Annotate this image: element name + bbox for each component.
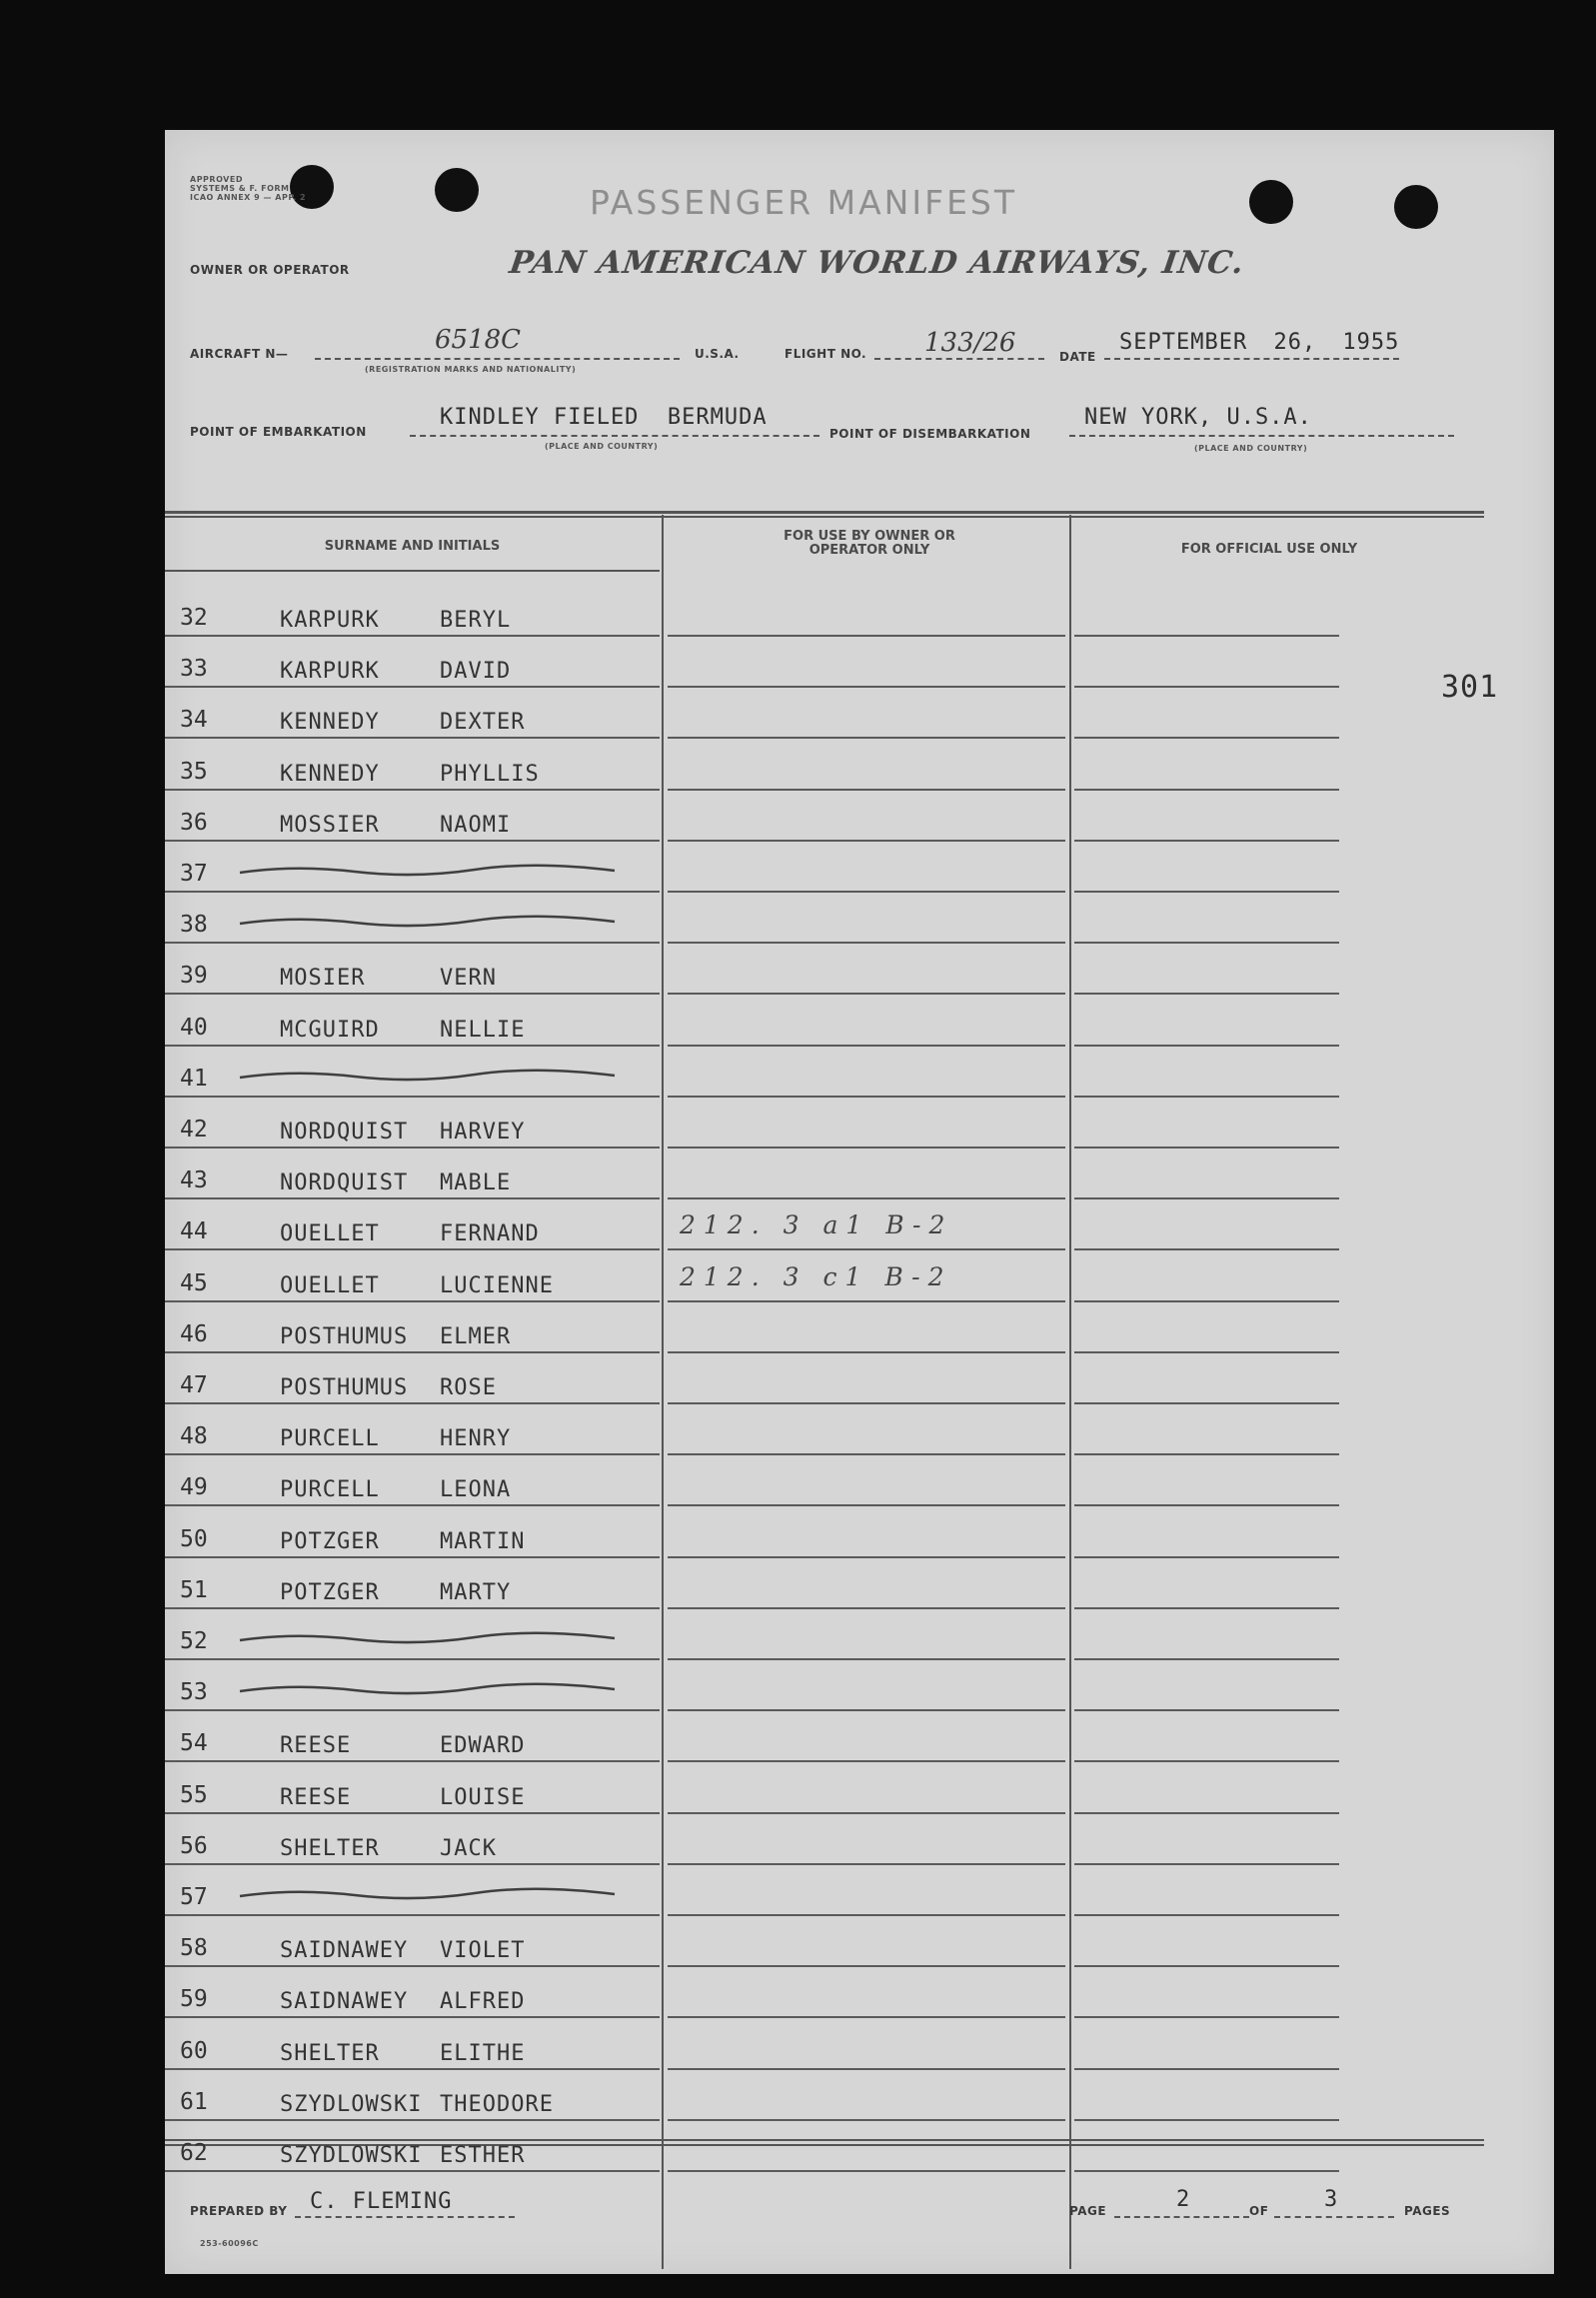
flight-label: FLIGHT NO.	[785, 347, 867, 361]
passenger-surname: POTZGER	[280, 1528, 380, 1554]
passenger-row	[180, 1403, 580, 1453]
table-top-border	[165, 516, 1484, 518]
passenger-given-name: ROSE	[440, 1375, 497, 1400]
passenger-given-name: VERN	[440, 966, 497, 992]
owner-column-rule	[668, 1197, 1065, 1199]
passenger-surname: OUELLET	[280, 1221, 380, 1247]
col-header-owner: FOR USE BY OWNER OR OPERATOR ONLY	[784, 529, 955, 558]
passenger-row	[180, 1710, 580, 1760]
strike-line	[240, 866, 615, 875]
official-column-rule	[1074, 840, 1339, 842]
passenger-surname: POSTHUMUS	[280, 1375, 409, 1400]
owner-column-rule	[668, 1914, 1065, 1916]
usa-label: U.S.A.	[695, 347, 740, 361]
owner-column-rule	[668, 942, 1065, 944]
date-underline	[1104, 358, 1399, 360]
date-label: DATE	[1059, 350, 1096, 364]
date-value: SEPTEMBER 26, 1955	[1119, 330, 1400, 355]
passenger-given-name: ELITHE	[440, 2040, 526, 2066]
row-number: 47	[180, 1372, 208, 1398]
passenger-given-name: LUCIENNE	[440, 1272, 554, 1298]
owner-column-rule	[668, 686, 1065, 688]
owner-note: 212. 3 c1 B-2	[680, 1261, 952, 1291]
row-number: 42	[180, 1117, 208, 1143]
pages-label: PAGES	[1404, 2204, 1451, 2218]
row-number: 56	[180, 1832, 208, 1859]
row-number: 61	[180, 2088, 208, 2115]
passenger-surname: SHELTER	[280, 2040, 380, 2066]
owner-column-rule	[668, 1556, 1065, 1558]
owner-column-rule	[668, 2016, 1065, 2018]
form-code: 253-60096C	[200, 2239, 259, 2248]
owner-column-rule	[668, 1096, 1065, 1098]
owner-note: 212. 3 a1 B-2	[680, 1210, 953, 1240]
aircraft-label: AIRCRAFT N—	[190, 347, 289, 361]
passenger-surname: MOSIER	[280, 966, 366, 992]
passenger-surname: REESE	[280, 1733, 352, 1759]
row-number: 33	[180, 656, 208, 683]
official-column-rule	[1074, 1658, 1339, 1660]
row-number: 35	[180, 758, 208, 785]
passenger-surname: PURCELL	[280, 1477, 380, 1503]
owner-column-rule	[668, 1300, 1065, 1302]
passenger-row	[180, 943, 580, 993]
owner-column-rule	[668, 1709, 1065, 1711]
passenger-given-name: HARVEY	[440, 1120, 526, 1145]
passenger-given-name: PHYLLIS	[440, 761, 540, 787]
col-header-surname: SURNAME AND INITIALS	[324, 539, 501, 554]
passenger-surname: KENNEDY	[280, 710, 380, 736]
passenger-surname: KARPURK	[280, 659, 380, 685]
passenger-given-name: HENRY	[440, 1426, 512, 1452]
row-number: 39	[180, 963, 208, 990]
passenger-row	[180, 1198, 580, 1248]
disembark-label: POINT OF DISEMBARKATION	[829, 427, 1031, 441]
official-column-rule	[1074, 1760, 1339, 1762]
official-column-rule	[1074, 1096, 1339, 1098]
owner-column-rule	[668, 1147, 1065, 1149]
official-column-rule	[1074, 2016, 1339, 2018]
approval-line: APPROVED	[190, 175, 243, 184]
punch-hole	[435, 168, 479, 212]
passenger-row	[180, 1966, 580, 2016]
owner-column-rule	[668, 1760, 1065, 1762]
passenger-given-name: ALFRED	[440, 1989, 526, 2015]
passenger-given-name: DAVID	[440, 659, 512, 685]
approval-line: SYSTEMS & F. FORM	[190, 184, 290, 193]
punch-hole	[1249, 180, 1293, 224]
passenger-row	[180, 1250, 580, 1300]
passenger-row	[180, 1762, 580, 1812]
table-top-border	[165, 511, 1484, 514]
passenger-row	[180, 1352, 580, 1402]
passenger-row	[180, 2120, 580, 2170]
official-column-rule	[1074, 1402, 1339, 1404]
passenger-surname: SAIDNAWEY	[280, 1938, 409, 1964]
flight-underline	[874, 358, 1044, 360]
passenger-given-name: LEONA	[440, 1477, 512, 1503]
passenger-surname: KARPURK	[280, 608, 380, 633]
passenger-row	[180, 2018, 580, 2068]
page-value: 2	[1176, 2187, 1191, 2212]
owner-column-rule	[668, 993, 1065, 995]
official-column-rule	[1074, 891, 1339, 893]
passenger-surname: MCGUIRD	[280, 1017, 380, 1043]
passenger-row	[180, 1506, 580, 1556]
passenger-row	[180, 1454, 580, 1504]
row-number: 50	[180, 1525, 208, 1552]
passenger-given-name: LOUISE	[440, 1784, 526, 1810]
official-column-rule	[1074, 1607, 1339, 1609]
official-column-rule	[1074, 1045, 1339, 1047]
official-column-rule	[1074, 1709, 1339, 1711]
of-underline	[1274, 2216, 1394, 2218]
passenger-row	[180, 1813, 580, 1863]
official-column-rule	[1074, 1351, 1339, 1353]
approval-line: ICAO ANNEX 9 — APP. 2	[190, 193, 307, 202]
passenger-surname: NORDQUIST	[280, 1120, 409, 1145]
passenger-given-name: THEODORE	[440, 2091, 554, 2117]
owner-column-rule	[668, 2068, 1065, 2070]
disembark-underline	[1069, 435, 1454, 437]
row-number: 37	[180, 861, 208, 887]
passenger-given-name: VIOLET	[440, 1938, 526, 1964]
strike-line	[240, 1889, 615, 1898]
row-number: 62	[180, 2140, 208, 2166]
passenger-given-name: DEXTER	[440, 710, 526, 736]
official-column-rule	[1074, 1556, 1339, 1558]
row-number: 43	[180, 1167, 208, 1194]
owner-column-rule	[668, 1045, 1065, 1047]
row-number: 58	[180, 1935, 208, 1962]
official-column-rule	[1074, 1504, 1339, 1506]
aircraft-sub: (REGISTRATION MARKS AND NATIONALITY)	[365, 365, 577, 374]
passenger-row	[180, 790, 580, 840]
passenger-surname: SAIDNAWEY	[280, 1989, 409, 2015]
prepared-value: C. FLEMING	[310, 2189, 453, 2214]
passenger-surname: REESE	[280, 1784, 352, 1810]
passenger-given-name: BERYL	[440, 608, 512, 633]
owner-column-rule	[668, 1248, 1065, 1250]
aircraft-value: 6518C	[435, 325, 522, 355]
owner-column-rule	[668, 1863, 1065, 1865]
official-column-rule	[1074, 635, 1339, 637]
row-number: 46	[180, 1320, 208, 1347]
passenger-row	[180, 2069, 580, 2119]
owner-column-rule	[668, 891, 1065, 893]
passenger-given-name: ESTHER	[440, 2143, 526, 2168]
strikethrough-mark	[235, 1882, 635, 1906]
official-column-rule	[1074, 2119, 1339, 2121]
passenger-surname: MOSSIER	[280, 812, 380, 838]
official-column-rule	[1074, 1147, 1339, 1149]
passenger-given-name: NAOMI	[440, 812, 512, 838]
owner-column-rule	[668, 1812, 1065, 1814]
strikethrough-mark	[235, 859, 635, 883]
owner-column-rule	[668, 635, 1065, 637]
passenger-given-name: NELLIE	[440, 1017, 526, 1043]
passenger-surname: NORDQUIST	[280, 1170, 409, 1196]
row-number: 34	[180, 707, 208, 734]
official-column-rule	[1074, 1863, 1339, 1865]
owner-column-rule	[668, 1351, 1065, 1353]
prepared-underline	[295, 2216, 515, 2218]
embark-value: KINDLEY FIELED BERMUDA	[440, 405, 768, 430]
passenger-row	[180, 636, 580, 686]
passenger-row	[180, 1046, 580, 1096]
passenger-surname: POSTHUMUS	[280, 1323, 409, 1349]
strikethrough-mark	[235, 910, 635, 934]
official-column-rule	[1074, 942, 1339, 944]
official-column-rule	[1074, 737, 1339, 739]
passenger-row	[180, 1097, 580, 1147]
row-number: 44	[180, 1218, 208, 1245]
strikethrough-mark	[235, 1677, 635, 1701]
of-label: OF	[1249, 2204, 1269, 2218]
aircraft-underline	[315, 358, 680, 360]
row-number: 59	[180, 1986, 208, 2013]
official-column-rule	[1074, 789, 1339, 791]
disembark-value: NEW YORK, U.S.A.	[1084, 405, 1312, 430]
owner-column-rule	[668, 1453, 1065, 1455]
passenger-row	[180, 841, 580, 891]
col-header-official: FOR OFFICIAL USE ONLY	[1180, 542, 1358, 557]
passenger-row	[180, 1915, 580, 1965]
row-number: 48	[180, 1423, 208, 1450]
row-number: 45	[180, 1269, 208, 1296]
passenger-given-name: MARTY	[440, 1579, 512, 1605]
row-number: 32	[180, 605, 208, 631]
official-column-rule	[1074, 1453, 1339, 1455]
official-column-rule	[1074, 1914, 1339, 1916]
passenger-surname: OUELLET	[280, 1272, 380, 1298]
passenger-surname: KENNEDY	[280, 761, 380, 787]
owner-label: OWNER OR OPERATOR	[190, 263, 350, 277]
row-number: 54	[180, 1730, 208, 1757]
row-rule	[165, 2170, 660, 2172]
owner-column-rule	[668, 2170, 1065, 2172]
passenger-given-name: JACK	[440, 1835, 497, 1861]
passenger-surname: SHELTER	[280, 1835, 380, 1861]
passenger-row	[180, 687, 580, 737]
strike-line	[240, 1684, 615, 1693]
passenger-surname: POTZGER	[280, 1579, 380, 1605]
embark-label: POINT OF EMBARKATION	[190, 425, 367, 439]
passenger-given-name: FERNAND	[440, 1221, 540, 1247]
manifest-sheet	[165, 130, 1554, 2274]
row-number: 36	[180, 809, 208, 836]
passenger-given-name: MABLE	[440, 1170, 512, 1196]
passenger-row	[180, 1864, 580, 1914]
owner-column-rule	[668, 2119, 1065, 2121]
owner-column-rule	[668, 1504, 1065, 1506]
column-divider	[662, 515, 664, 2269]
passenger-row	[180, 1608, 580, 1658]
passenger-row	[180, 585, 580, 635]
row-number: 38	[180, 912, 208, 939]
passenger-surname: SZYDLOWSKI	[280, 2143, 423, 2168]
page-underline	[1114, 2216, 1249, 2218]
official-column-rule	[1074, 2170, 1339, 2172]
official-column-rule	[1074, 1965, 1339, 1967]
strike-line	[240, 1633, 615, 1642]
passenger-row	[180, 1301, 580, 1351]
owner-column-rule	[668, 737, 1065, 739]
row-number: 49	[180, 1474, 208, 1501]
airline-name: PAN AMERICAN WORLD AIRWAYS, INC.	[507, 245, 1247, 281]
owner-column-rule	[668, 1402, 1065, 1404]
passenger-row	[180, 892, 580, 942]
official-column-rule	[1074, 1248, 1339, 1250]
owner-column-rule	[668, 1658, 1065, 1660]
embark-sub: (PLACE AND COUNTRY)	[545, 442, 659, 451]
row-number: 41	[180, 1065, 208, 1092]
page-label: PAGE	[1069, 2204, 1107, 2218]
passenger-surname: PURCELL	[280, 1426, 380, 1452]
official-column-rule	[1074, 2068, 1339, 2070]
stamp-number: 301	[1441, 670, 1499, 705]
header-rule	[165, 570, 660, 572]
row-number: 40	[180, 1014, 208, 1041]
row-number: 55	[180, 1781, 208, 1808]
embark-underline	[410, 435, 819, 437]
approval-note	[190, 175, 310, 202]
row-number: 52	[180, 1628, 208, 1654]
row-number: 53	[180, 1679, 208, 1706]
disembark-sub: (PLACE AND COUNTRY)	[1194, 444, 1308, 453]
of-value: 3	[1324, 2187, 1339, 2212]
passenger-given-name: ELMER	[440, 1323, 512, 1349]
row-number: 60	[180, 2037, 208, 2064]
row-number: 51	[180, 1576, 208, 1603]
flight-value: 133/26	[924, 328, 1016, 358]
prepared-label: PREPARED BY	[190, 2204, 288, 2218]
owner-column-rule	[668, 1965, 1065, 1967]
row-number: 57	[180, 1884, 208, 1910]
owner-column-rule	[668, 789, 1065, 791]
official-column-rule	[1074, 1197, 1339, 1199]
passenger-row	[180, 1659, 580, 1709]
official-column-rule	[1074, 1300, 1339, 1302]
owner-column-rule	[668, 1607, 1065, 1609]
strikethrough-mark	[235, 1626, 635, 1650]
official-column-rule	[1074, 1812, 1339, 1814]
passenger-row	[180, 1148, 580, 1197]
punch-hole	[1394, 185, 1438, 229]
passenger-row	[180, 739, 580, 789]
column-divider	[1069, 515, 1071, 2269]
passenger-given-name: EDWARD	[440, 1733, 526, 1759]
passenger-surname: SZYDLOWSKI	[280, 2091, 423, 2117]
form-title: PASSENGER MANIFEST	[590, 183, 1018, 222]
strike-line	[240, 917, 615, 926]
passenger-row	[180, 995, 580, 1045]
passenger-row	[180, 1557, 580, 1607]
owner-column-rule	[668, 840, 1065, 842]
strike-line	[240, 1071, 615, 1080]
passenger-given-name: MARTIN	[440, 1528, 526, 1554]
official-column-rule	[1074, 993, 1339, 995]
strikethrough-mark	[235, 1064, 635, 1088]
official-column-rule	[1074, 686, 1339, 688]
